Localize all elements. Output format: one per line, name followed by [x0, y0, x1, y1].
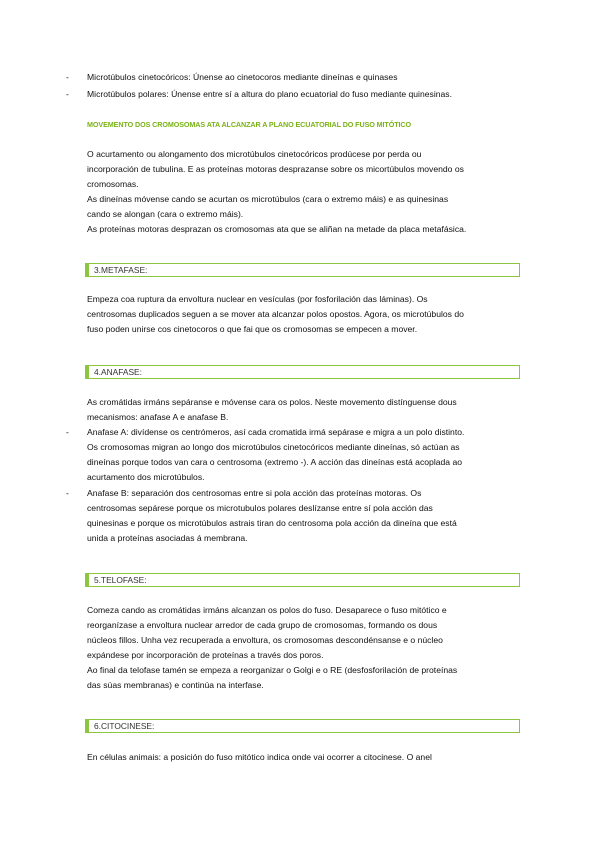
- bullet-text: Anafase B: separación dos centrosomas entre si pola acción das proteínas motoras. Os: [87, 488, 422, 498]
- section-title: 4.ANAFASE:: [94, 367, 142, 377]
- paragraph-line: Comeza cando as cromátidas irmáns alcanzan os polos do fuso. Desaparece o fuso mitótico e: [87, 605, 447, 615]
- paragraph-line: incorporación de tubulina. E as proteínas motoras desprazanse sobre os micortúbulos movendo os: [87, 164, 464, 174]
- bullet-text: Microtúbulos polares: Únense entre sí a altura do plano ecuatorial do fuso mediante quinesinas.: [87, 89, 452, 99]
- section-header-metafase: [85, 263, 520, 277]
- bullet-text: acurtamento dos microtúbulos.: [87, 472, 205, 482]
- paragraph-line: As proteínas motoras desprazan os cromosomas ata que se aliñan na metade da placa metafásica.: [87, 224, 467, 234]
- bullet-text: unida a proteínas asociadas á membrana.: [87, 533, 248, 543]
- bullet-marker: -: [66, 72, 69, 82]
- bullet-text: Microtúbulos cinetocóricos: Únense ao cinetocoros mediante dineínas e quinases: [87, 72, 398, 82]
- bullet-marker: -: [66, 488, 69, 498]
- paragraph-line: núcleos fillos. Unha vez recuperada a envoltura, os cromosomas descondénsanse e o núcleo: [87, 635, 443, 645]
- paragraph-line: centrosomas duplicados seguen a se mover ata alcanzar polos opostos. Agora, os microtúbulos do: [87, 309, 464, 319]
- section-title: 5.TELOFASE:: [94, 575, 147, 585]
- paragraph-line: fuso poden unirse cos cinetocoros o que fai que os cromosomas se empecen a mover.: [87, 324, 418, 334]
- paragraph-line: As cromátidas irmáns sepáranse e móvense cara os polos. Neste movemento distínguense dous: [87, 397, 457, 407]
- paragraph-line: cando se alongan (cara o extremo máis).: [87, 209, 244, 219]
- paragraph-line: mecanismos: anafase A e anafase B.: [87, 412, 229, 422]
- bullet-marker: -: [66, 427, 69, 437]
- bullet-text: Os cromosomas migran ao longo dos microtúbulos cinetocóricos mediante dineínas, só actúan as: [87, 442, 460, 452]
- paragraph-line: Ao final da telofase tamén se empeza a reorganizar o Golgi e o RE (desfosforilación de proteínas: [87, 665, 458, 675]
- section-header-telofase: [85, 573, 520, 587]
- paragraph-line: As dineínas móvense cando se acurtan os microtúbulos (cara o extremo máis) e as quinesinas: [87, 194, 449, 204]
- paragraph-line: Empeza coa ruptura da envoltura nuclear en vesículas (por fosforilación das láminas). Os: [87, 294, 428, 304]
- bullet-text: dineínas porque todos van cara o centrosoma (extremo -). A acción das dineínas está acoplada ao: [87, 457, 463, 467]
- section-header-anafase: [85, 365, 520, 379]
- paragraph-line: cromosomas.: [87, 179, 139, 189]
- paragraph-line: reorganízase a envoltura nuclear arredor de cada grupo de cromosomas, formando os dous: [87, 620, 438, 630]
- section-subheading: MOVEMENTO DOS CROMOSOMAS ATA ALCANZAR A PLANO ECUATORIAL DO FUSO MITÓTICO: [87, 120, 411, 129]
- section-title: 3.METAFASE:: [94, 265, 148, 275]
- section-header-citocinese: [85, 719, 520, 733]
- paragraph-line: En células animais: a posición do fuso mitótico indica onde vai ocorrer a citocinese. O anel: [87, 752, 432, 762]
- paragraph-line: das súas membranas) e continúa na interfase.: [87, 680, 264, 690]
- bullet-marker: -: [66, 89, 69, 99]
- paragraph-line: expándese por incorporación de proteínas a través dos poros.: [87, 650, 324, 660]
- bullet-text: centrosomas sepárese porque os microtubulos polares deslízanse entre sí pola acción das: [87, 503, 433, 513]
- bullet-text: quinesinas e porque os microtúbulos astrais tiran do centrosoma pola acción da dineína que está: [87, 518, 457, 528]
- paragraph-line: O acurtamento ou alongamento dos microtúbulos cinetocóricos prodúcese por perda ou: [87, 149, 422, 159]
- bullet-text: Anafase A: divídense os centrómeros, así cada cromatida irmá sepárase e migra a un polo distinto.: [87, 427, 465, 437]
- section-title: 6.CITOCINESE:: [94, 721, 155, 731]
